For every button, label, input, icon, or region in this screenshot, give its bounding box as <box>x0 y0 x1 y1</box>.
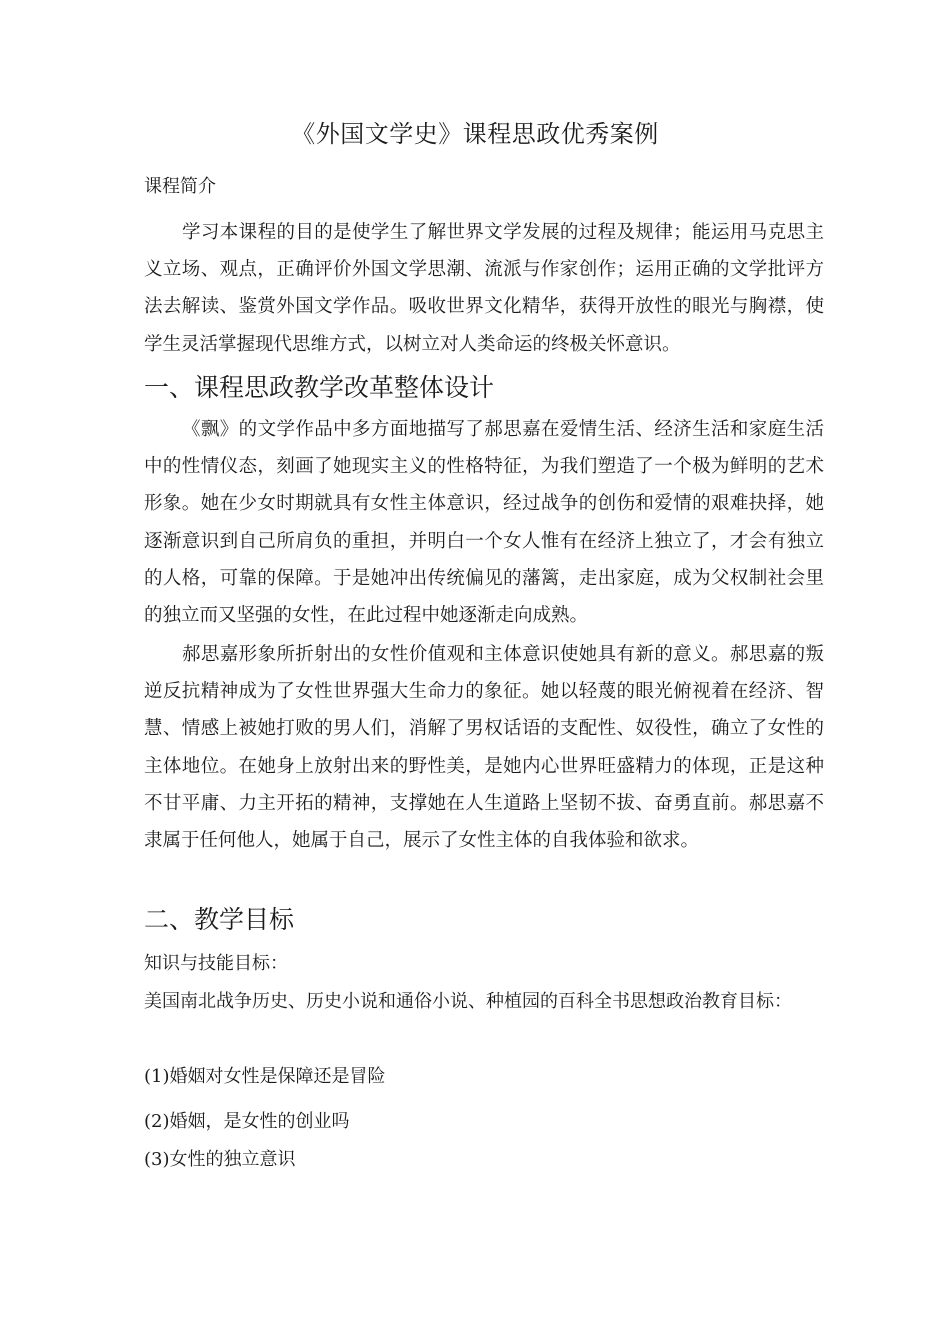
section2-heading: 二、教学目标 <box>144 905 295 934</box>
goal-item-2: (2)婚姻，是女性的创业吗 <box>144 1111 350 1132</box>
goal-item-3: (3)女性的独立意识 <box>144 1149 296 1170</box>
section1-paragraph1: 《飘》的文学作品中多方面地描写了郝思嘉在爱情生活、经济生活和家庭生活中的性情仪态，刻画了她现实主义的性格特征，为我们塑造了一个极为鲜明的艺术形象。她在少女时期就具有女性主体意识，经过战争的创伤和爱情的艰难抉择，她逐渐意识到自己所肩负的重担，并明白一个女人惟有在经济上独立了，才会有独立的人格，可靠的保障。于是她冲出传统偏见的藩篱，走出家庭，成为父权制社会里的独立而又坚强的女性，在此过程中她逐渐走向成熟。 <box>144 419 824 627</box>
section1-heading: 一、课程思政教学改革整体设计 <box>144 373 495 402</box>
section1-paragraph2: 郝思嘉形象所折射出的女性价值观和主体意识使她具有新的意义。郝思嘉的叛逆反抗精神成为了女性世界强大生命力的象征。她以轻蔑的眼光俯视着在经济、智慧、情感上被她打败的男人们，消解了男权话语的支配性、奴役性，确立了女性的主体地位。在她身上放射出来的野性美，是她内心世界旺盛精力的体现，正是这种不甘平庸、力主开拓的精神，支撑她在人生道路上坚韧不拔、奋勇直前。郝思嘉不隶属于任何他人，她属于自己，展示了女性主体的自我体验和欲求。 <box>144 644 824 852</box>
goal-item-1: (1)婚姻对女性是保障还是冒险 <box>144 1066 386 1087</box>
document-title: 《外国文学史》课程思政优秀案例 <box>291 120 659 148</box>
knowledge-text: 美国南北战争历史、历史小说和通俗小说、种植园的百科全书思想政治教育目标： <box>144 991 792 1012</box>
intro-label: 课程简介 <box>144 176 216 197</box>
knowledge-label: 知识与技能目标： <box>144 953 288 974</box>
intro-paragraph: 学习本课程的目的是使学生了解世界文学发展的过程及规律；能运用马克思主义立场、观点，正确评价外国文学思潮、流派与作家创作；运用正确的文学批评方法去解读、鉴赏外国文学作品。吸收世界文化精华，获得开放性的眼光与胸襟，使学生灵活掌握现代思维方式，以树立对人类命运的终极关怀意识。 <box>144 222 824 355</box>
